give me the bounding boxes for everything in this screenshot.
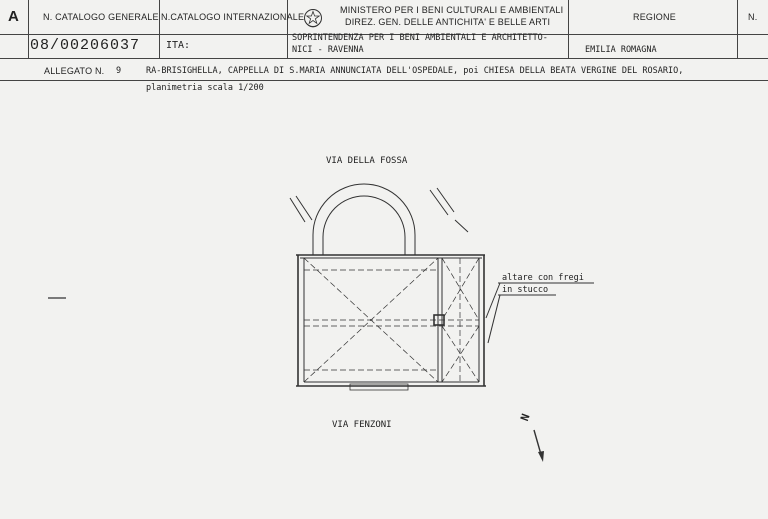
description: RA-BRISIGHELLA, CAPPELLA DI S.MARIA ANNUNCIATA DELL'OSPEDALE, poi CHIESA DELLA BEATA VERGINE DEL ROSARIO, (146, 66, 684, 76)
catalogo-internazionale-header: N.CATALOGO INTERNAZIONALE (161, 12, 305, 22)
form-letter: A (8, 8, 19, 25)
ita-label: ITA: (166, 40, 191, 51)
soprintendenza-line-1: SOPRINTENDENZA PER I BENI AMBIENTALI E ARCHITETTO- (292, 33, 548, 43)
n-header: N. (748, 12, 758, 22)
street-top-label: VIA DELLA FOSSA (326, 156, 408, 166)
ministry-line-2: DIREZ. GEN. DELLE ANTICHITA' E BELLE ARTI (345, 17, 551, 27)
regione-header: REGIONE (633, 12, 676, 22)
catalog-number: 08/00206037 (30, 37, 141, 54)
ministry-line-1: MINISTERO PER I BENI CULTURALI E AMBIENTALI (340, 5, 564, 15)
annotation-line-1: altare con fregi (502, 273, 584, 283)
allegato-label: ALLEGATO N. (44, 66, 105, 76)
annotation-line-2: in stucco (502, 285, 549, 295)
catalogo-generale-header: N. CATALOGO GENERALE (43, 12, 159, 22)
regione-value: EMILIA ROMAGNA (585, 45, 657, 55)
north-arrow-label: N (518, 412, 533, 423)
soprintendenza-line-2: NICI - RAVENNA (292, 45, 364, 55)
allegato-number: 9 (116, 66, 122, 76)
street-bottom-label: VIA FENZONI (332, 420, 392, 430)
scale-note: planimetria scala 1/200 (146, 83, 264, 93)
